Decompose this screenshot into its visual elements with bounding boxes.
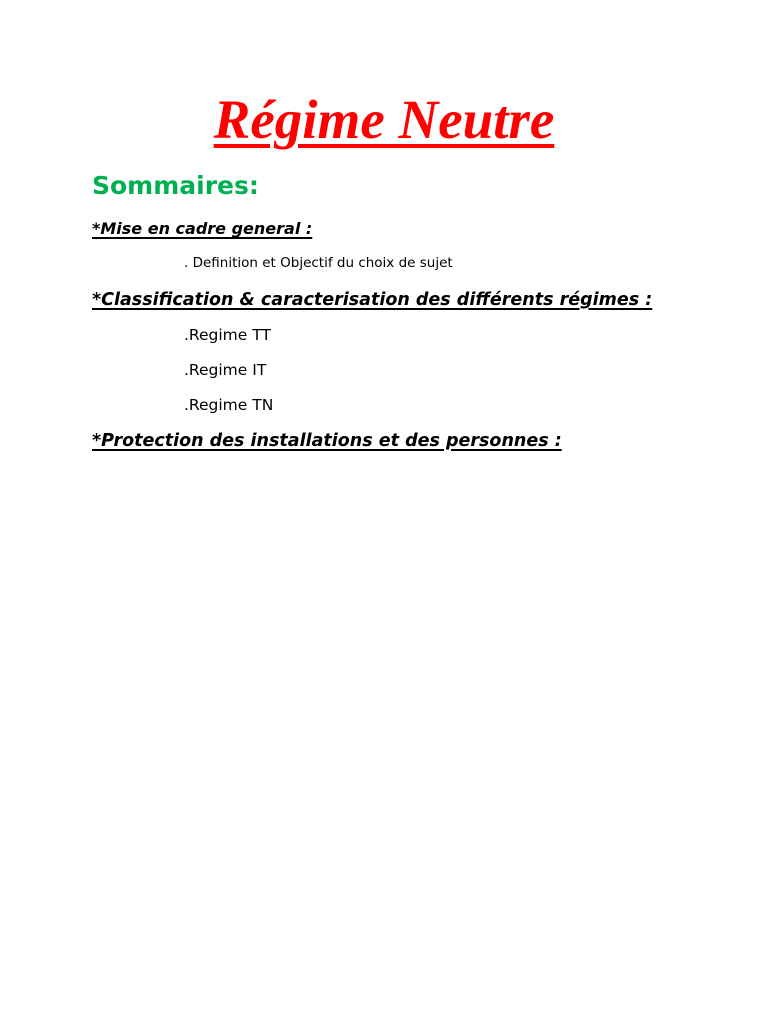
section-heading-classification: *Classification & caracterisation des différents régimes : xyxy=(92,290,653,310)
section-heading-mise-en-cadre: *Mise en cadre general : xyxy=(92,219,313,238)
section-item-definition: . Definition et Objectif du choix de sujet xyxy=(184,255,453,271)
document-title xyxy=(0,84,768,156)
section-item-regime-tn: .Regime TN xyxy=(184,396,274,414)
section-item-regime-tt: .Regime TT xyxy=(184,326,271,344)
section-item-regime-it: .Regime IT xyxy=(184,361,267,379)
document-title-text: Régime Neutre xyxy=(213,89,555,150)
summary-heading: Sommaires: xyxy=(92,171,259,200)
section-heading-protection: *Protection des installations et des personnes : xyxy=(92,431,562,451)
